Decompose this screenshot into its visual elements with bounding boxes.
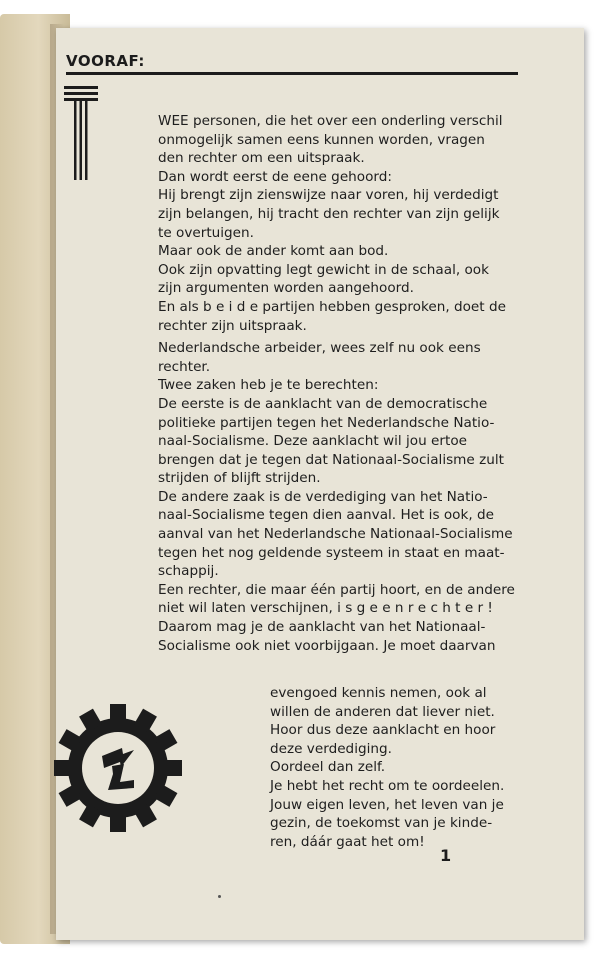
- body-line: schappij.: [158, 563, 219, 580]
- body-line: Socialisme ook niet voorbijgaan. Je moet daarvan: [158, 637, 496, 654]
- body-line: tegen het nog geldende systeem in staat en maat-: [158, 544, 505, 561]
- right-column-line: evengoed kennis nemen, ook al: [270, 685, 487, 701]
- body-line: Daarom mag je de aanklacht van het Nationaal-: [158, 619, 486, 636]
- body-text: [96, 112, 526, 655]
- body-line: Maar ook de ander komt aan bod.: [158, 243, 389, 260]
- body-line: rechter zijn uitspraak.: [158, 317, 307, 334]
- body-line: aanval van het Nederlandsche Nationaal-Socialisme: [158, 526, 513, 543]
- drop-cap-t-icon: [64, 86, 98, 180]
- right-column-line: deze verdediging.: [270, 740, 392, 757]
- gear-with-lightning-emblem-icon: [52, 702, 184, 834]
- body-line: te overtuigen.: [158, 224, 254, 241]
- page-number: 1: [440, 846, 452, 865]
- body-line: En als b e i d e partijen hebben gesproken, doet de: [158, 298, 506, 315]
- right-column-line: ren, dáár gaat het om!: [270, 833, 425, 850]
- body-line: naal-Socialisme. Deze aanklacht wil jou ertoe: [158, 433, 467, 450]
- body-line: politieke partijen tegen het Nederlandsche Natio-: [158, 414, 495, 431]
- right-column-line: Hoor dus deze aanklacht en hoor: [270, 722, 496, 739]
- page-heading: VOORAF:: [66, 52, 145, 70]
- body-line: WEE personen, die het over een onderling verschil: [158, 113, 503, 129]
- body-line: Hij brengt zijn zienswijze naar voren, hij verdedigt: [158, 187, 499, 204]
- body-line: zijn belangen, hij tracht den rechter van zijn gelijk: [158, 205, 500, 222]
- right-column-text: [270, 684, 520, 851]
- body-line: onmogelijk samen eens kunnen worden, vragen: [158, 131, 485, 148]
- body-line: Ook zijn opvatting legt gewicht in de schaal, ook: [158, 261, 489, 278]
- body-line: De eerste is de aanklacht van de democratische: [158, 395, 488, 412]
- body-line: naal-Socialisme tegen dien aanval. Het is ook, de: [158, 507, 495, 524]
- right-column-line: gezin, de toekomst van je kinde-: [270, 815, 493, 832]
- body-line: strijden of blijft strijden.: [158, 470, 321, 487]
- body-line: Nederlandsche arbeider, wees zelf nu ook eens: [158, 340, 481, 357]
- body-line: Twee zaken heb je te berechten:: [158, 377, 379, 394]
- body-line: Dan wordt eerst de eene gehoord:: [158, 168, 392, 185]
- heading-rule: [66, 72, 518, 75]
- body-line: brengen dat je tegen dat Nationaal-Socialisme zult: [158, 451, 504, 468]
- right-column-line: Jouw eigen leven, het leven van je: [270, 796, 504, 813]
- right-column-line: willen de anderen dat liever niet.: [270, 703, 495, 720]
- body-line: De andere zaak is de verdediging van het Natio-: [158, 488, 488, 505]
- body-line: zijn argumenten worden aangehoord.: [158, 280, 414, 297]
- body-line: rechter.: [158, 358, 211, 375]
- right-column-line: Oordeel dan zelf.: [270, 759, 386, 776]
- body-line: Een rechter, die maar één partij hoort, en de andere: [158, 581, 515, 598]
- body-line: den rechter om een uitspraak.: [158, 150, 365, 167]
- right-column-line: Je hebt het recht om te oordeelen.: [270, 777, 505, 794]
- body-line: niet wil laten verschijnen, i s g e e n r e c h t e r !: [158, 600, 493, 617]
- page-dot: [218, 895, 221, 898]
